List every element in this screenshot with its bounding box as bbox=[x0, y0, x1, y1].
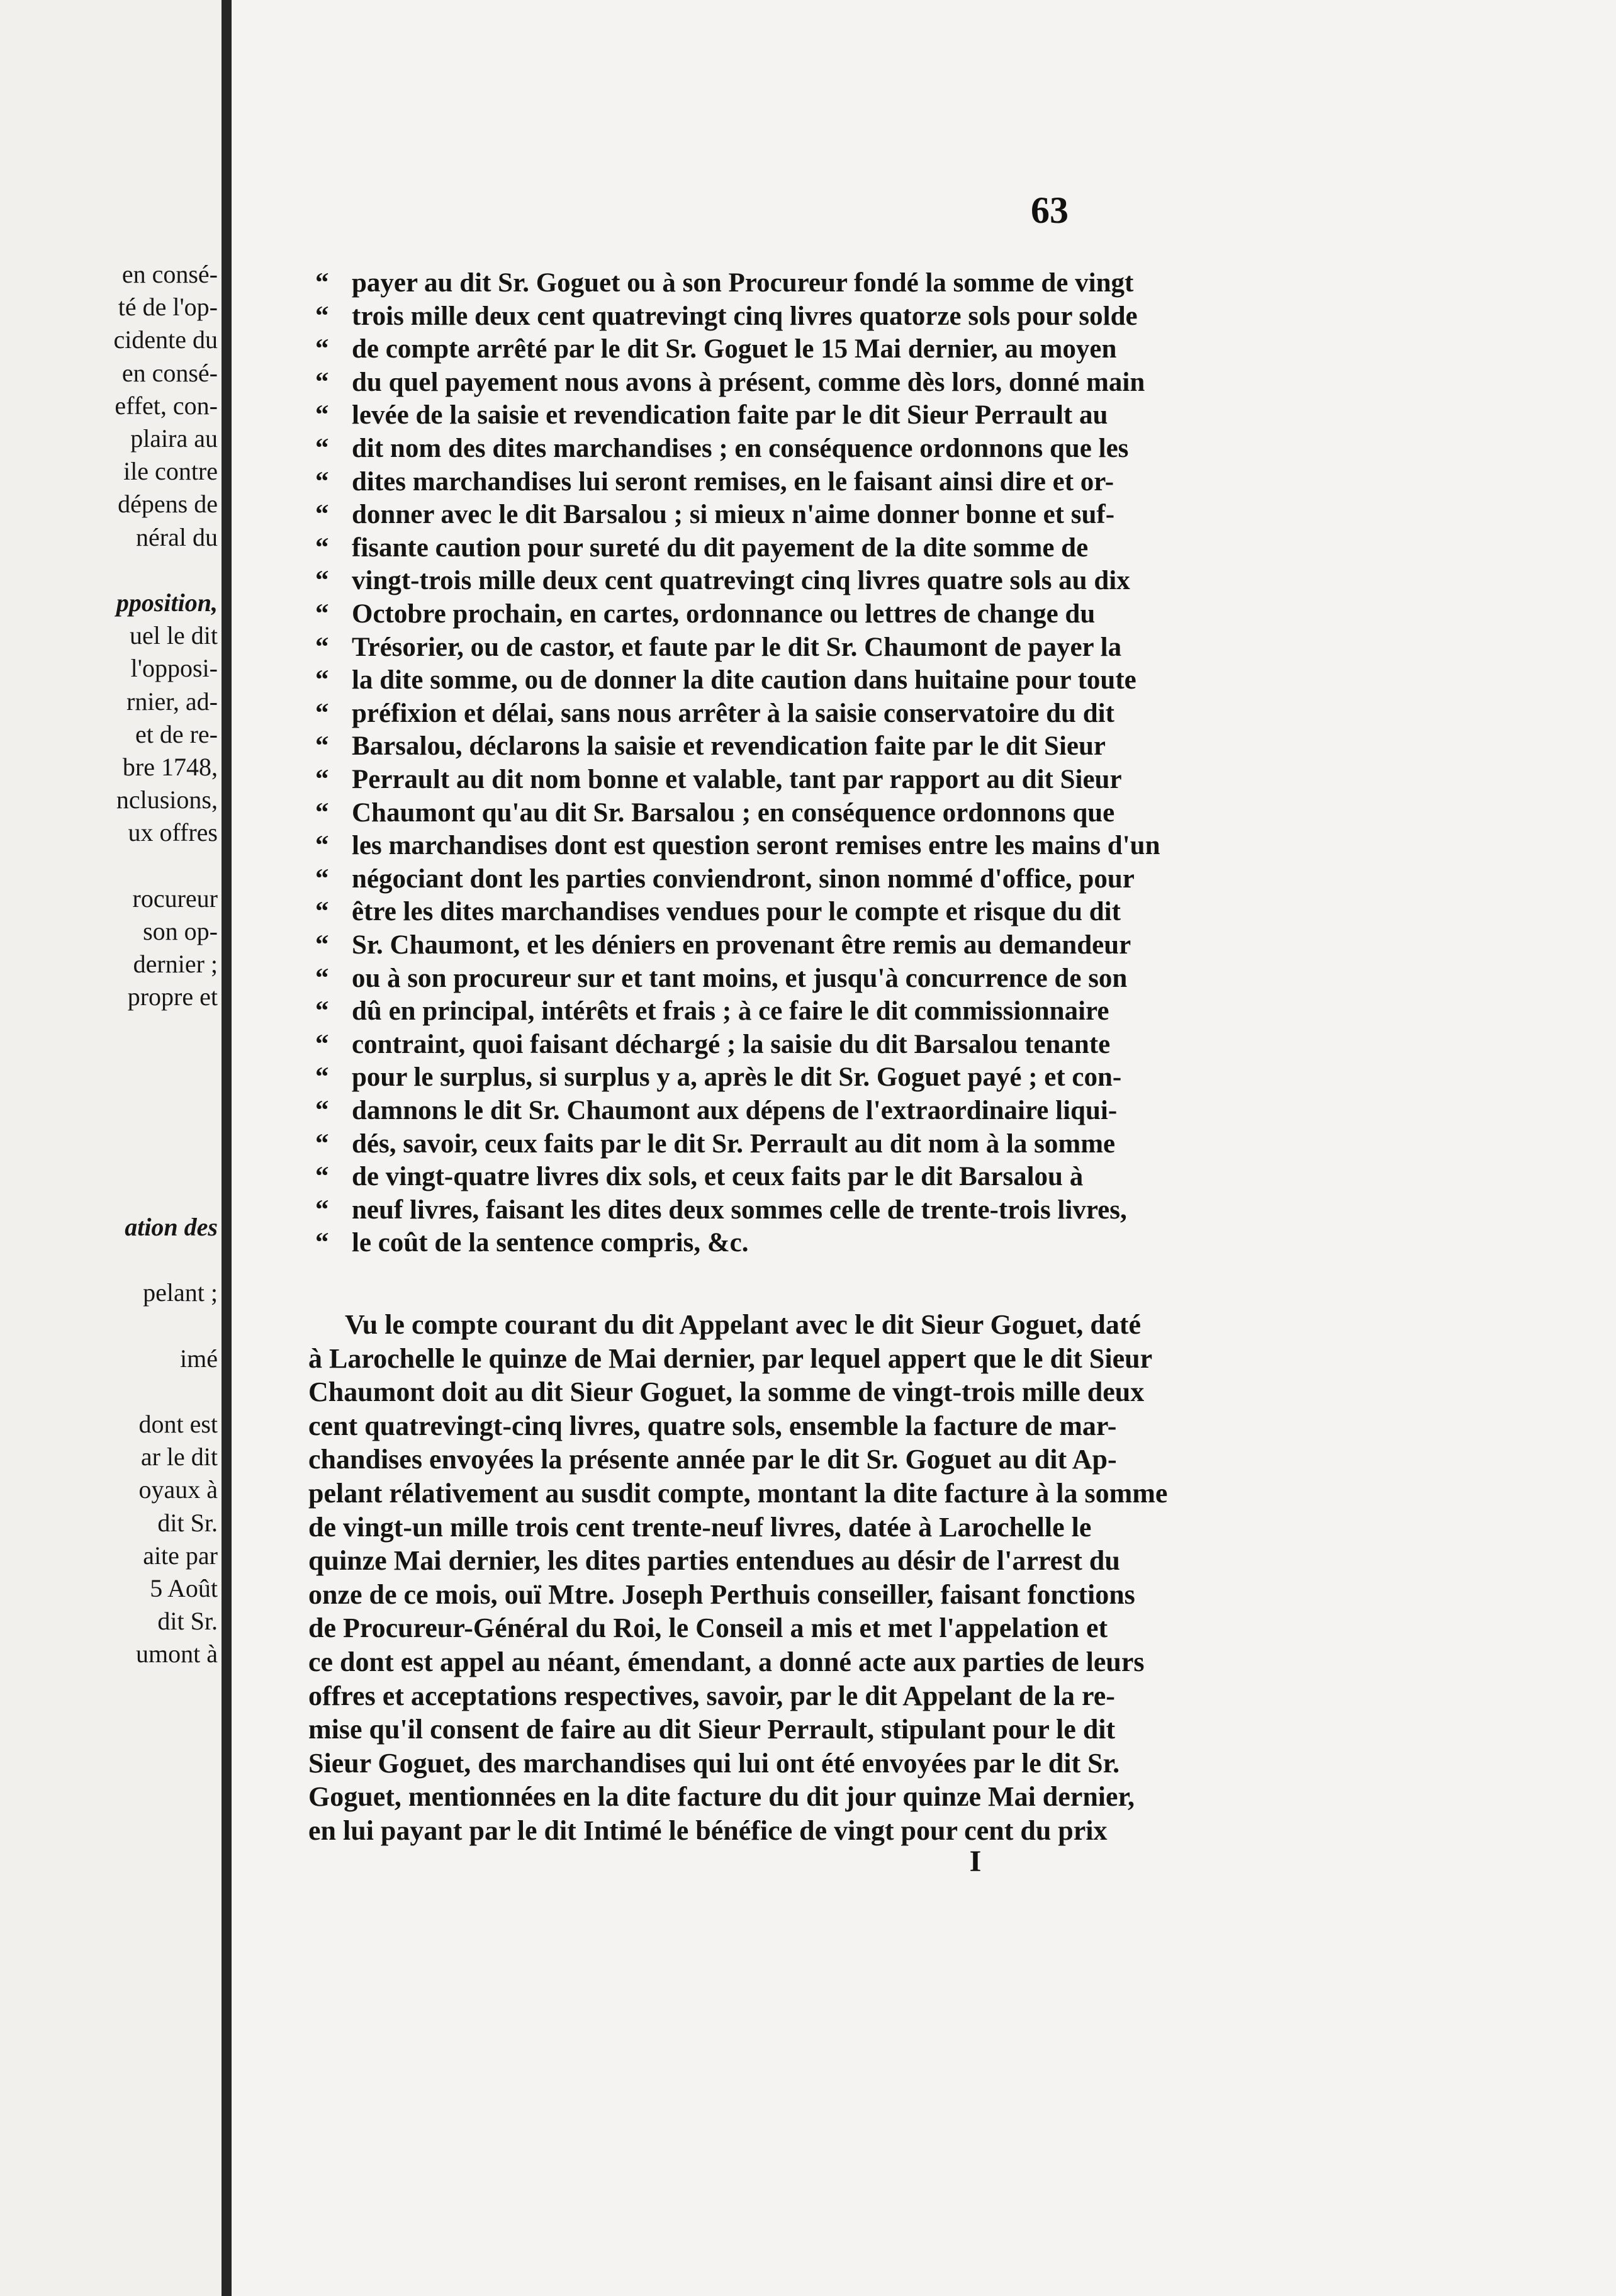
body-line: de Procureur-Général du Roi, le Conseil a mis et met l'appelation et bbox=[308, 1612, 1108, 1644]
quote-mark: “ bbox=[315, 1029, 329, 1059]
quoted-line bbox=[315, 598, 1095, 631]
quoted-line-text: dû en principal, intérêts et frais ; à ce faire le dit commissionnaire bbox=[352, 996, 1109, 1027]
quoted-line-text: vingt-trois mille deux cent quatrevingt cinq livres quatre sols au dix bbox=[352, 566, 1130, 596]
quoted-line bbox=[315, 532, 1088, 565]
quoted-line bbox=[315, 929, 1131, 962]
left-page-line: pposition, bbox=[116, 588, 218, 617]
left-page-line: dit Sr. bbox=[157, 1607, 218, 1636]
left-page-line: dit Sr. bbox=[157, 1508, 218, 1537]
quote-mark: “ bbox=[315, 897, 329, 927]
quote-mark: “ bbox=[315, 930, 329, 960]
left-page-line: bre 1748, bbox=[122, 753, 218, 781]
quote-mark: “ bbox=[315, 400, 329, 430]
body-line: chandises envoyées la présente année par le dit Sr. Goguet au dit Ap- bbox=[308, 1444, 1117, 1475]
left-page-line: imé bbox=[180, 1344, 218, 1373]
left-page-line: dépens de bbox=[118, 490, 218, 519]
body-line: quinze Mai dernier, les dites parties entendues au désir de l'arrest du bbox=[308, 1545, 1120, 1577]
quote-mark: “ bbox=[315, 665, 329, 695]
page-gutter bbox=[222, 0, 232, 2296]
body-line: de vingt-un mille trois cent trente-neuf livres, datée à Larochelle le bbox=[308, 1511, 1092, 1543]
quoted-line-text: Chaumont qu'au dit Sr. Barsalou ; en conséquence ordonnons que bbox=[352, 797, 1115, 828]
quoted-line bbox=[315, 664, 1136, 697]
quoted-line-text: Sr. Chaumont, et les déniers en provenant être remis au demandeur bbox=[352, 930, 1131, 960]
quoted-line bbox=[315, 962, 1127, 995]
quote-mark: “ bbox=[315, 1228, 329, 1258]
quoted-line bbox=[315, 1095, 1117, 1127]
quoted-line-text: de compte arrêté par le dit Sr. Goguet le 15 Mai dernier, au moyen bbox=[352, 334, 1117, 364]
quote-mark: “ bbox=[315, 1062, 329, 1093]
quoted-line-text: neuf livres, faisant les dites deux sommes celle de trente-trois livres, bbox=[352, 1195, 1127, 1225]
quote-mark: “ bbox=[315, 831, 329, 861]
quoted-line-text: Perrault au dit nom bonne et valable, tant par rapport au dit Sieur bbox=[352, 765, 1122, 794]
quoted-line-text: donner avec le dit Barsalou ; si mieux n'aime donner bonne et suf- bbox=[352, 500, 1115, 530]
body-line: Vu le compte courant du dit Appelant avec le dit Sieur Goguet, daté bbox=[345, 1309, 1142, 1340]
quoted-line-text: du quel payement nous avons à présent, comme dès lors, donné main bbox=[352, 367, 1145, 397]
body-line: en lui payant par le dit Intimé le bénéfice de vingt pour cent du prix bbox=[308, 1815, 1108, 1846]
body-line: à Larochelle le quinze de Mai dernier, par lequel appert que le dit Sieur bbox=[308, 1342, 1153, 1374]
quote-mark: “ bbox=[315, 334, 329, 364]
left-page-line: son op- bbox=[143, 917, 218, 945]
left-page-line: ation des bbox=[125, 1212, 218, 1241]
quote-mark: “ bbox=[315, 1195, 329, 1225]
quote-mark: “ bbox=[315, 268, 329, 298]
quoted-line-text: de vingt-quatre livres dix sols, et ceux faits par le dit Barsalou à bbox=[352, 1162, 1084, 1192]
quoted-line-text: contraint, quoi faisant déchargé ; la saisie du dit Barsalou tenante bbox=[352, 1029, 1111, 1059]
quote-mark: “ bbox=[315, 434, 329, 463]
quoted-line-text: la dite somme, ou de donner la dite caution dans huitaine pour toute bbox=[352, 665, 1136, 695]
quoted-line bbox=[315, 763, 1122, 796]
quote-mark: “ bbox=[315, 500, 329, 530]
quoted-line-text: fisante caution pour sureté du dit payement de la dite somme de bbox=[352, 532, 1089, 563]
left-page-line: ar le dit bbox=[140, 1443, 218, 1472]
quoted-line-text: dit nom des dites marchandises ; en conséquence ordonnons que les bbox=[352, 434, 1129, 463]
quote-mark: “ bbox=[315, 466, 329, 497]
left-page-line: dernier ; bbox=[133, 950, 218, 979]
left-page-line: néral du bbox=[136, 522, 218, 551]
page-number: 63 bbox=[1031, 189, 1069, 231]
quoted-line-text: le coût de la sentence compris, &c. bbox=[352, 1228, 749, 1258]
quoted-line-text: préfixion et délai, sans nous arrêter à la saisie conservatoire du dit bbox=[352, 698, 1114, 728]
quote-mark: “ bbox=[315, 797, 329, 828]
left-page-line: ux offres bbox=[128, 818, 218, 847]
quote-mark: “ bbox=[315, 864, 329, 894]
quoted-line-text: négociant dont les parties conviendront, sinon nommé d'office, pour bbox=[352, 864, 1135, 894]
body-line: mise qu'il consent de faire au dit Sieur Perrault, stipulant pour le dit bbox=[308, 1714, 1116, 1745]
quote-mark: “ bbox=[315, 367, 329, 397]
quoted-line bbox=[315, 267, 1133, 300]
signature-mark: I bbox=[969, 1845, 982, 1878]
quoted-line bbox=[315, 1161, 1083, 1193]
quote-mark: “ bbox=[315, 996, 329, 1027]
quote-mark: “ bbox=[315, 698, 329, 728]
quoted-line bbox=[315, 432, 1128, 465]
quote-mark: “ bbox=[315, 532, 329, 563]
quoted-line bbox=[315, 1227, 749, 1259]
quoted-line-text: payer au dit Sr. Goguet ou à son Procureur fondé la somme de vingt bbox=[352, 268, 1134, 298]
left-page-line: cidente du bbox=[113, 325, 218, 354]
quoted-line-text: pour le surplus, si surplus y a, après le dit Sr. Goguet payé ; et con- bbox=[352, 1062, 1122, 1093]
quoted-line bbox=[315, 863, 1135, 896]
quoted-line bbox=[315, 399, 1108, 432]
left-page-line: rnier, ad- bbox=[126, 687, 218, 716]
quoted-line bbox=[315, 1194, 1127, 1227]
quote-mark: “ bbox=[315, 1128, 329, 1159]
quoted-line-text: les marchandises dont est question seront remises entre les mains d'un bbox=[352, 831, 1160, 861]
left-page-line: en consé- bbox=[121, 358, 218, 387]
body-line: Chaumont doit au dit Sieur Goguet, la somme de vingt-trois mille deux bbox=[308, 1376, 1145, 1408]
quote-mark: “ bbox=[315, 599, 329, 629]
quote-mark: “ bbox=[315, 632, 329, 662]
body-line: Sieur Goguet, des marchandises qui lui ont été envoyées par le dit Sr. bbox=[308, 1747, 1120, 1779]
quoted-line bbox=[315, 631, 1121, 664]
quoted-line bbox=[315, 300, 1138, 333]
left-page-line: plaira au bbox=[130, 424, 218, 453]
body-line: ce dont est appel au néant, émendant, a donné acte aux parties de leurs bbox=[308, 1646, 1145, 1677]
quoted-line bbox=[315, 730, 1106, 763]
left-page-line: effet, con- bbox=[115, 391, 218, 420]
right-page bbox=[232, 0, 1616, 2296]
quoted-line bbox=[315, 498, 1114, 531]
left-page-line: umont à bbox=[136, 1640, 218, 1669]
left-page-line: dont est bbox=[138, 1410, 218, 1438]
left-page-line: rocureur bbox=[132, 884, 218, 913]
quoted-line bbox=[315, 1061, 1121, 1094]
quoted-line-text: être les dites marchandises vendues pour le compte et risque du dit bbox=[352, 897, 1121, 927]
left-page-line: propre et bbox=[127, 982, 218, 1011]
quote-mark: “ bbox=[315, 301, 329, 331]
body-line: Goguet, mentionnées en la dite facture du dit jour quinze Mai dernier, bbox=[308, 1781, 1135, 1813]
quoted-line bbox=[315, 565, 1130, 597]
quote-mark: “ bbox=[315, 963, 329, 993]
quoted-line bbox=[315, 896, 1121, 928]
quoted-line-text: ou à son procureur sur et tant moins, et jusqu'à concurrence de son bbox=[352, 963, 1128, 993]
quoted-line-text: Trésorier, ou de castor, et faute par le dit Sr. Chaumont de payer la bbox=[352, 632, 1122, 662]
body-line: offres et acceptations respectives, savoir, par le dit Appelant de la re- bbox=[308, 1680, 1115, 1711]
left-page-line: en consé- bbox=[121, 260, 218, 288]
quoted-line-text: trois mille deux cent quatrevingt cinq livres quatorze sols pour solde bbox=[352, 301, 1138, 331]
left-page-line: nclusions, bbox=[116, 785, 218, 814]
quoted-line bbox=[315, 697, 1114, 730]
left-page-line: uel le dit bbox=[130, 621, 218, 650]
left-page-line: pelant ; bbox=[143, 1278, 218, 1307]
quoted-line-text: levée de la saisie et revendication faite par le dit Sieur Perrault au bbox=[352, 400, 1108, 430]
quote-mark: “ bbox=[315, 566, 329, 596]
left-page-line: té de l'op- bbox=[118, 293, 218, 322]
quote-mark: “ bbox=[315, 1162, 329, 1192]
quoted-line bbox=[315, 466, 1114, 498]
quoted-line-text: dites marchandises lui seront remises, en le faisant ainsi dire et or- bbox=[352, 466, 1114, 497]
quoted-line bbox=[315, 1028, 1110, 1061]
quoted-line bbox=[315, 995, 1109, 1028]
quoted-line bbox=[315, 797, 1114, 830]
body-line: onze de ce mois, ouï Mtre. Joseph Perthuis conseiller, faisant fonctions bbox=[308, 1578, 1135, 1610]
quoted-line bbox=[315, 1128, 1115, 1161]
quote-mark: “ bbox=[315, 1096, 329, 1125]
body-line: pelant rélativement au susdit compte, montant la dite facture à la somme bbox=[308, 1478, 1168, 1509]
quoted-line bbox=[315, 333, 1116, 366]
quoted-line bbox=[315, 830, 1160, 862]
quoted-line-text: damnons le dit Sr. Chaumont aux dépens de l'extraordinaire liqui- bbox=[352, 1096, 1118, 1125]
quoted-line bbox=[315, 366, 1145, 399]
quote-mark: “ bbox=[315, 731, 329, 762]
quote-mark: “ bbox=[315, 765, 329, 794]
left-page-fragment bbox=[0, 0, 222, 2296]
left-page-line: oyaux à bbox=[138, 1475, 218, 1504]
quoted-line-text: Barsalou, déclarons la saisie et revendication faite par le dit Sieur bbox=[352, 731, 1106, 762]
quoted-line-text: Octobre prochain, en cartes, ordonnance ou lettres de change du bbox=[352, 599, 1096, 629]
left-page-line: ile contre bbox=[123, 457, 218, 486]
left-page-line: 5 Août bbox=[150, 1574, 218, 1602]
left-page-line: aite par bbox=[143, 1541, 218, 1570]
left-page-line: l'opposi- bbox=[130, 654, 218, 683]
body-line: cent quatrevingt-cinq livres, quatre sols, ensemble la facture de mar- bbox=[308, 1410, 1117, 1441]
quoted-line-text: dés, savoir, ceux faits par le dit Sr. Perrault au dit nom à la somme bbox=[352, 1128, 1116, 1159]
left-page-line: et de re- bbox=[135, 719, 218, 748]
